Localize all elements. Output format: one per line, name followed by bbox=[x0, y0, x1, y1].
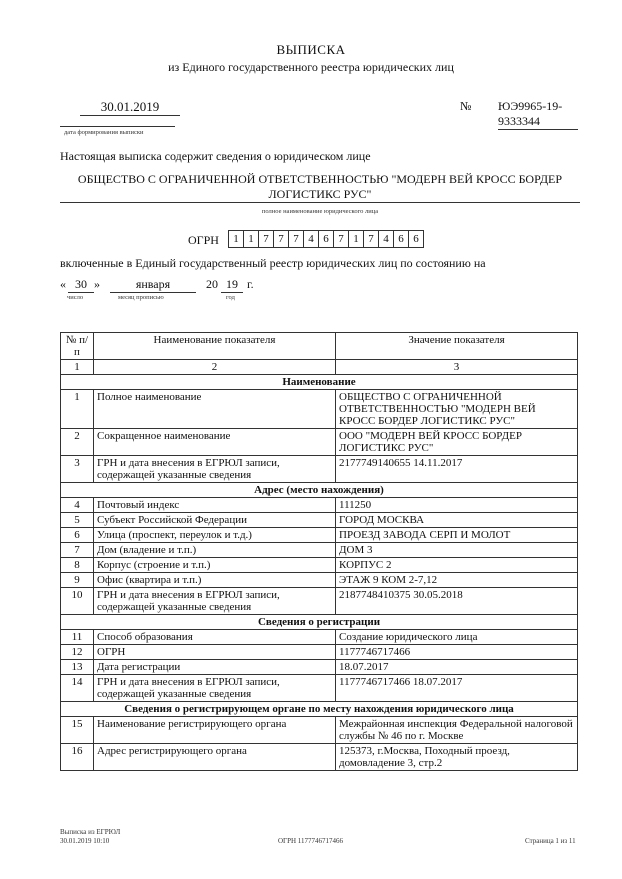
row-number: 6 bbox=[61, 528, 94, 543]
row-number: 3 bbox=[61, 456, 94, 483]
indicator-value: ПРОЕЗД ЗАВОДА СЕРП И МОЛОТ bbox=[336, 528, 578, 543]
indicator-value: 2177749140655 14.11.2017 bbox=[336, 456, 578, 483]
column-header: Значение показателя bbox=[336, 333, 578, 360]
indicator-value: 1177746717466 bbox=[336, 645, 578, 660]
table-row bbox=[61, 456, 578, 483]
indicator-name: Сокращенное наименование bbox=[94, 429, 336, 456]
year-caption: год bbox=[226, 294, 235, 301]
table-row bbox=[61, 573, 578, 588]
ogrn-digit-box: 1 bbox=[243, 230, 259, 248]
ogrn-digit-box: 7 bbox=[258, 230, 274, 248]
table-row bbox=[61, 630, 578, 645]
ogrn-digit-box: 7 bbox=[288, 230, 304, 248]
indicator-name: Наименование регистрирующего органа bbox=[94, 717, 336, 744]
state-day: 30 bbox=[68, 277, 94, 293]
ogrn-digit-box: 4 bbox=[303, 230, 319, 248]
section-title: Наименование bbox=[61, 375, 578, 390]
column-header: Наименование показателя bbox=[94, 333, 336, 360]
indicator-name: Почтовый индекс bbox=[94, 498, 336, 513]
formation-date: 30.01.2019 bbox=[80, 99, 180, 116]
section-header-row bbox=[61, 615, 578, 630]
table-row bbox=[61, 543, 578, 558]
state-month: января bbox=[110, 277, 196, 293]
table-row bbox=[61, 558, 578, 573]
table-row bbox=[61, 744, 578, 771]
row-number: 13 bbox=[61, 660, 94, 675]
row-number: 1 bbox=[61, 390, 94, 429]
ogrn-digit-box: 7 bbox=[333, 230, 349, 248]
section-title: Сведения о регистрации bbox=[61, 615, 578, 630]
table-row bbox=[61, 528, 578, 543]
indicator-name: ГРН и дата внесения в ЕГРЮЛ записи, содержащей указанные сведения bbox=[94, 588, 336, 615]
table-row bbox=[61, 675, 578, 702]
indicator-value: 111250 bbox=[336, 498, 578, 513]
ogrn-digit-box: 6 bbox=[393, 230, 409, 248]
indicator-value: 125373, г.Москва, Походный проезд, домовладение 3, стр.2 bbox=[336, 744, 578, 771]
open-quote: « bbox=[60, 277, 66, 291]
table-row bbox=[61, 498, 578, 513]
section-header-row bbox=[61, 375, 578, 390]
table-row bbox=[61, 645, 578, 660]
org-name-caption: полное наименование юридического лица bbox=[261, 208, 379, 215]
row-number: 9 bbox=[61, 573, 94, 588]
ogrn-digit-box: 6 bbox=[318, 230, 334, 248]
row-number: 2 bbox=[61, 429, 94, 456]
table-row bbox=[61, 660, 578, 675]
indicator-name: Способ образования bbox=[94, 630, 336, 645]
footer-page-number: Страница 1 из 11 bbox=[525, 837, 576, 845]
section-header-row bbox=[61, 702, 578, 717]
day-caption: число bbox=[67, 294, 84, 301]
column-number: 3 bbox=[336, 360, 578, 375]
formation-date-caption: дата формирования выписки bbox=[64, 129, 144, 136]
table-row bbox=[61, 588, 578, 615]
indicator-name: Улица (проспект, переулок и т.д.) bbox=[94, 528, 336, 543]
row-number: 4 bbox=[61, 498, 94, 513]
indicator-value: Межрайонная инспекция Федеральной налоговой службы № 46 по г. Москве bbox=[336, 717, 578, 744]
close-quote: » bbox=[94, 277, 100, 291]
document-subtitle: из Единого государственного реестра юридических лиц bbox=[168, 60, 454, 74]
indicator-name: Дом (владение и т.п.) bbox=[94, 543, 336, 558]
indicator-name: Адрес регистрирующего органа bbox=[94, 744, 336, 771]
row-number: 14 bbox=[61, 675, 94, 702]
footer-ogrn: ОГРН 1177746717466 bbox=[278, 837, 344, 845]
indicator-value: 2187748410375 30.05.2018 bbox=[336, 588, 578, 615]
indicator-name: Дата регистрации bbox=[94, 660, 336, 675]
ogrn-label: ОГРН bbox=[188, 233, 219, 247]
indicator-name: Полное наименование bbox=[94, 390, 336, 429]
ogrn-digit-box: 7 bbox=[273, 230, 289, 248]
section-title: Адрес (место нахождения) bbox=[61, 483, 578, 498]
indicator-value: ГОРОД МОСКВА bbox=[336, 513, 578, 528]
row-number: 11 bbox=[61, 630, 94, 645]
document-title: ВЫПИСКА bbox=[276, 42, 346, 57]
row-number: 8 bbox=[61, 558, 94, 573]
number-label: № bbox=[460, 99, 472, 113]
row-number: 15 bbox=[61, 717, 94, 744]
row-number: 12 bbox=[61, 645, 94, 660]
table-row bbox=[61, 717, 578, 744]
intro-text: Настоящая выписка содержит сведения о юридическом лице bbox=[60, 149, 371, 163]
indicator-value: ООО "МОДЕРН ВЕЙ КРОСС БОРДЕР ЛОГИСТИКС РУС" bbox=[336, 429, 578, 456]
column-number: 1 bbox=[61, 360, 94, 375]
column-header: № п/п bbox=[61, 333, 94, 360]
indicator-value: ЭТАЖ 9 КОМ 2-7,12 bbox=[336, 573, 578, 588]
ogrn-digit-box: 4 bbox=[378, 230, 394, 248]
month-caption: месяц прописью bbox=[118, 294, 164, 301]
indicator-value: КОРПУС 2 bbox=[336, 558, 578, 573]
year-suffix: 19 bbox=[221, 277, 243, 293]
column-number-row bbox=[61, 360, 578, 375]
year-unit: г. bbox=[247, 277, 254, 291]
table-row bbox=[61, 390, 578, 429]
org-full-name: ОБЩЕСТВО С ОГРАНИЧЕННОЙ ОТВЕТСТВЕННОСТЬЮ "МОДЕРН ВЕЙ КРОСС БОРДЕР ЛОГИСТИКС РУС" bbox=[60, 172, 580, 203]
footer-left-line2: 30.01.2019 10:10 bbox=[60, 837, 110, 845]
row-number: 10 bbox=[61, 588, 94, 615]
table-row bbox=[61, 429, 578, 456]
indicator-value: ДОМ 3 bbox=[336, 543, 578, 558]
indicator-name: Корпус (строение и т.п.) bbox=[94, 558, 336, 573]
year-prefix: 20 bbox=[206, 277, 218, 291]
indicator-value: ОБЩЕСТВО С ОГРАНИЧЕННОЙ ОТВЕТСТВЕННОСТЬЮ "МОДЕРН ВЕЙ КРОСС БОРДЕР ЛОГИСТИКС РУС" bbox=[336, 390, 578, 429]
row-number: 16 bbox=[61, 744, 94, 771]
table-row bbox=[61, 513, 578, 528]
indicator-value: 1177746717466 18.07.2017 bbox=[336, 675, 578, 702]
included-text: включенные в Единый государственный реестр юридических лиц по состоянию на bbox=[60, 256, 486, 270]
extract-number: ЮЭ9965-19-9333344 bbox=[498, 99, 578, 130]
row-number: 7 bbox=[61, 543, 94, 558]
table-header-row bbox=[61, 333, 578, 360]
ogrn-digit-box: 1 bbox=[228, 230, 244, 248]
indicator-name: ГРН и дата внесения в ЕГРЮЛ записи, содержащей указанные сведения bbox=[94, 456, 336, 483]
formation-date-underline bbox=[60, 126, 175, 127]
indicator-name: Субъект Российской Федерации bbox=[94, 513, 336, 528]
ogrn-digit-box: 1 bbox=[348, 230, 364, 248]
ogrn-digit-boxes bbox=[228, 230, 423, 248]
indicator-name: ГРН и дата внесения в ЕГРЮЛ записи, содержащей указанные сведения bbox=[94, 675, 336, 702]
section-title: Сведения о регистрирующем органе по месту нахождения юридического лица bbox=[61, 702, 578, 717]
row-number: 5 bbox=[61, 513, 94, 528]
section-header-row bbox=[61, 483, 578, 498]
indicator-name: ОГРН bbox=[94, 645, 336, 660]
footer-left-line1: Выписка из ЕГРЮЛ bbox=[60, 828, 121, 836]
indicator-value: 18.07.2017 bbox=[336, 660, 578, 675]
indicator-value: Создание юридического лица bbox=[336, 630, 578, 645]
ogrn-digit-box: 7 bbox=[363, 230, 379, 248]
indicator-name: Офис (квартира и т.п.) bbox=[94, 573, 336, 588]
ogrn-digit-box: 6 bbox=[408, 230, 424, 248]
column-number: 2 bbox=[94, 360, 336, 375]
registry-table bbox=[60, 332, 578, 771]
